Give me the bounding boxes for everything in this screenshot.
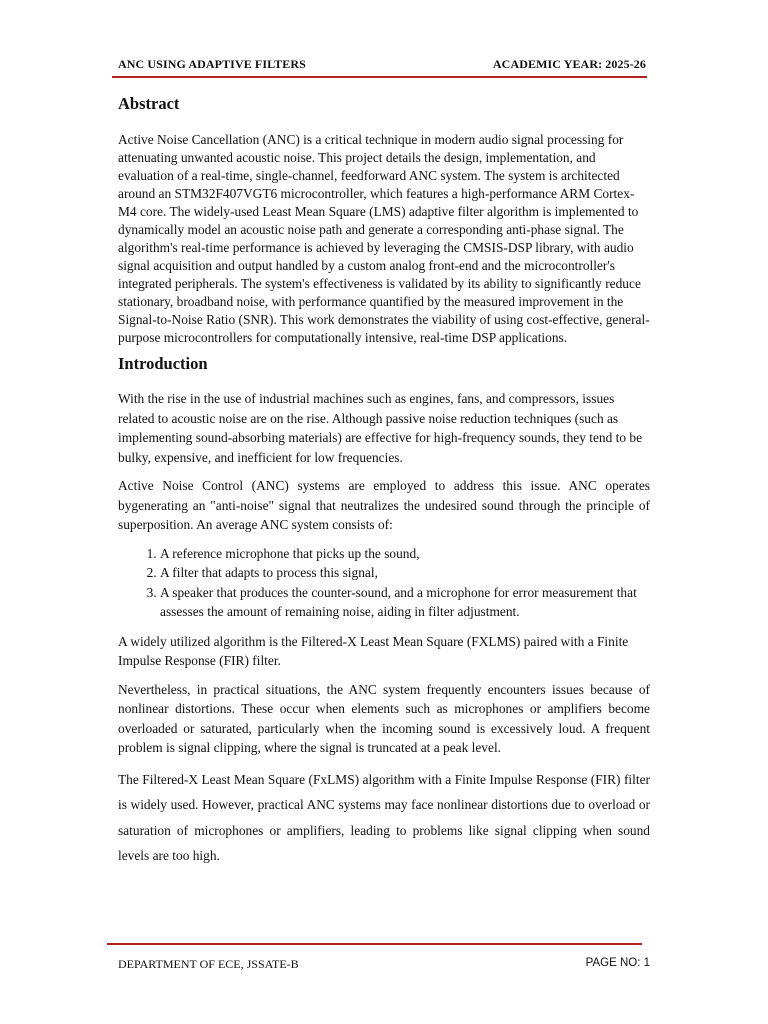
page-footer [118, 957, 650, 972]
page-content [118, 93, 650, 869]
header-title: ANC USING ADAPTIVE FILTERS [118, 57, 306, 71]
introduction-heading: Introduction [118, 354, 208, 373]
header-divider [112, 76, 647, 78]
intro-paragraph-3: A widely utilized algorithm is the Filtered-X Least Mean Square (FXLMS) paired with a Finite Impulse Response (FIR) filter. [118, 633, 629, 668]
page-number: PAGE NO: 1 [585, 957, 650, 969]
intro-paragraph-1: With the rise in the use of industrial machines such as engines, fans, and compressors, issues related to acoustic noise are on the rise. Although passive noise reduction techniques (such as implementing sound-absorbing materials) are effective for high-frequency sounds, they tend to be bulky, expensive, and inefficient for low frequencies. [118, 391, 643, 465]
header-academic-year: ACADEMIC YEAR: 2025-26 [492, 57, 646, 71]
list-item: 2. A filter that adapts to process this signal, [160, 563, 650, 583]
footer-divider [107, 943, 642, 945]
list-item: 1. A reference microphone that picks up the sound, [160, 544, 650, 564]
intro-paragraph-2: Active Noise Control (ANC) systems are employed to address this issue. ANC operates bygenerating an "anti-noise" signal that neutralizes the undesired sound through the principle of superposition. An average ANC system consists of: [118, 478, 650, 532]
abstract-paragraph: Active Noise Cancellation (ANC) is a critical technique in modern audio signal processing for attenuating unwanted acoustic noise. This project details the design, implementation, and evaluation of a real-time, single-channel, feedforward ANC system. The system is architected around an STM32F407VGT6 microcontroller, which features a high-performance ARM Cortex-M4 core. The widely-used Least Mean Square (LMS) adaptive filter algorithm is implemented to dynamically model an acoustic noise path and generate a corresponding anti-phase signal. The algorithm's real-time performance is achieved by leveraging the CMSIS-DSP library, with audio signal acquisition and output handled by a custom analog front-end and the microcontroller's integrated peripherals. The system's effectiveness is validated by its ability to significantly reduce stationary, broadband noise, with performance quantified by the measured improvement in the Signal-to-Noise Ratio (SNR). This work demonstrates the viability of using cost-effective, general-purpose microcontrollers for computationally intensive, real-time DSP applications. [118, 132, 650, 345]
intro-paragraph-5: The Filtered-X Least Mean Square (FxLMS) algorithm with a Finite Impulse Response (FIR) filter is widely used. However, practical ANC systems may face nonlinear distortions due to overload or saturation of microphones or amplifiers, leading to problems like signal clipping when sound levels are too high. [118, 771, 650, 863]
anc-components-list [118, 544, 650, 622]
intro-paragraph-4: Nevertheless, in practical situations, the ANC system frequently encounters issues because of nonlinear distortions. These occur when elements such as microphones or amplifiers become overloaded or saturated, particularly when the incoming sound is excessively loud. A frequent problem is signal clipping, where the signal is truncated at a peak level. [118, 681, 650, 755]
abstract-heading: Abstract [118, 94, 180, 113]
page-header [118, 57, 646, 72]
footer-department: DEPARTMENT OF ECE, JSSATE-B [118, 957, 299, 971]
list-item: 3. A speaker that produces the counter-sound, and a microphone for error measurement that assesses the amount of remaining noise, aiding in filter adjustment. [160, 583, 650, 622]
